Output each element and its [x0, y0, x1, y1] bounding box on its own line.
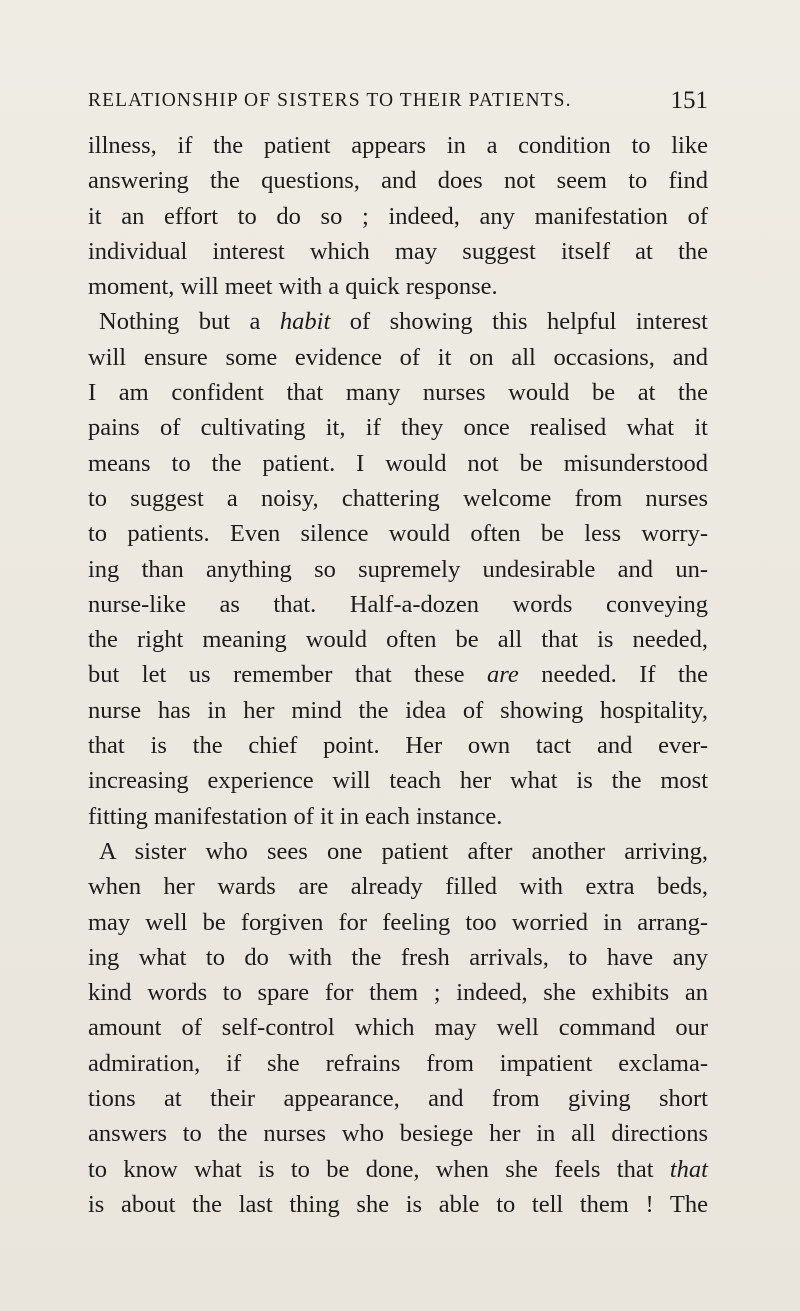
text-segment: when her wards are already filled with extra beds, — [88, 873, 708, 901]
text-line — [88, 375, 708, 410]
text-line — [88, 304, 708, 339]
text-line — [88, 763, 708, 798]
text-line — [88, 1010, 708, 1045]
italic-emphasis: are — [486, 661, 519, 689]
text-line — [88, 163, 708, 198]
text-line — [88, 975, 708, 1010]
italic-emphasis: habit — [279, 308, 331, 336]
text-segment: means to the patient. I would not be misunderstood — [88, 449, 708, 477]
text-segment: to suggest a noisy, chattering welcome from nurses — [88, 484, 708, 512]
text-segment: ing what to do with the fresh arrivals, to have any — [88, 943, 708, 971]
text-line — [88, 199, 708, 234]
text-segment: pains of cultivating it, if they once realised what it — [88, 414, 708, 442]
text-segment: tions at their appearance, and from giving short — [88, 1085, 708, 1113]
text-line — [88, 587, 708, 622]
text-segment: illness, if the patient appears in a condition to like — [88, 132, 708, 159]
text-line — [88, 834, 708, 869]
text-segment: the right meaning would often be all that is needed, — [88, 626, 708, 654]
italic-emphasis: that — [669, 1155, 708, 1183]
text-segment: amount of self-control which may well command our — [88, 1014, 708, 1042]
text-line — [88, 940, 708, 975]
text-segment: nurse-like as that. Half-a-dozen words conveying — [88, 590, 708, 618]
text-segment: may well be forgiven for feeling too worried in arrang- — [88, 908, 708, 936]
text-line — [88, 657, 708, 692]
text-line — [88, 622, 708, 657]
text-segment: needed. If the — [518, 661, 708, 689]
text-line — [88, 481, 708, 516]
text-line — [88, 728, 708, 763]
text-line — [88, 234, 708, 269]
text-segment: nurse has in her mind the idea of showing hospitality, — [88, 696, 708, 724]
text-line — [88, 1116, 708, 1151]
text-segment: kind words to spare for them ; indeed, she exhibits an — [88, 979, 708, 1007]
running-head — [88, 84, 708, 118]
text-segment: it an effort to do so ; indeed, any manifestation of — [88, 202, 708, 230]
text-segment: answering the questions, and does not seem to find — [88, 167, 708, 195]
text-line — [88, 340, 708, 375]
text-segment: that is the chief point. Her own tact and ever- — [88, 732, 708, 760]
text-segment: Nothing but a — [99, 308, 280, 336]
text-line — [88, 693, 708, 728]
text-line — [88, 869, 708, 904]
text-line — [88, 446, 708, 481]
text-segment: is about the last thing she is able to tell them ! The — [88, 1190, 708, 1218]
text-line — [88, 516, 708, 551]
text-line — [88, 1187, 708, 1222]
text-segment: admiration, if she refrains from impatient exclama- — [88, 1049, 708, 1077]
text-segment: of showing this helpful interest — [330, 308, 708, 336]
text-segment: moment, will meet with a quick response. — [88, 273, 498, 301]
text-segment: ing than anything so supremely undesirable and un- — [88, 555, 708, 583]
text-line — [88, 799, 708, 834]
text-line — [88, 1081, 708, 1116]
text-segment: answers to the nurses who besiege her in all directions — [88, 1120, 708, 1148]
text-line — [88, 410, 708, 445]
text-line — [88, 552, 708, 587]
body-text — [88, 128, 708, 1222]
page-number: 151 — [670, 87, 708, 114]
text-segment: but let us remember that these — [88, 661, 487, 689]
text-segment: will ensure some evidence of it on all occasions, and — [88, 343, 708, 371]
text-segment: to patients. Even silence would often be less worry- — [88, 520, 708, 548]
text-segment: individual interest which may suggest itself at the — [88, 237, 708, 265]
text-line — [88, 1152, 708, 1187]
text-line — [88, 905, 708, 940]
text-segment: I am confident that many nurses would be at the — [88, 379, 708, 407]
text-segment: increasing experience will teach her what is the most — [88, 767, 708, 795]
text-line — [88, 128, 708, 163]
text-line — [88, 1046, 708, 1081]
text-segment: to know what is to be done, when she feels that — [88, 1155, 670, 1183]
text-line — [88, 269, 708, 304]
text-segment: A sister who sees one patient after another arriving, — [99, 837, 708, 865]
running-head-title: RELATIONSHIP OF SISTERS TO THEIR PATIENTS. — [88, 90, 572, 111]
text-segment: fitting manifestation of it in each instance. — [88, 802, 503, 830]
